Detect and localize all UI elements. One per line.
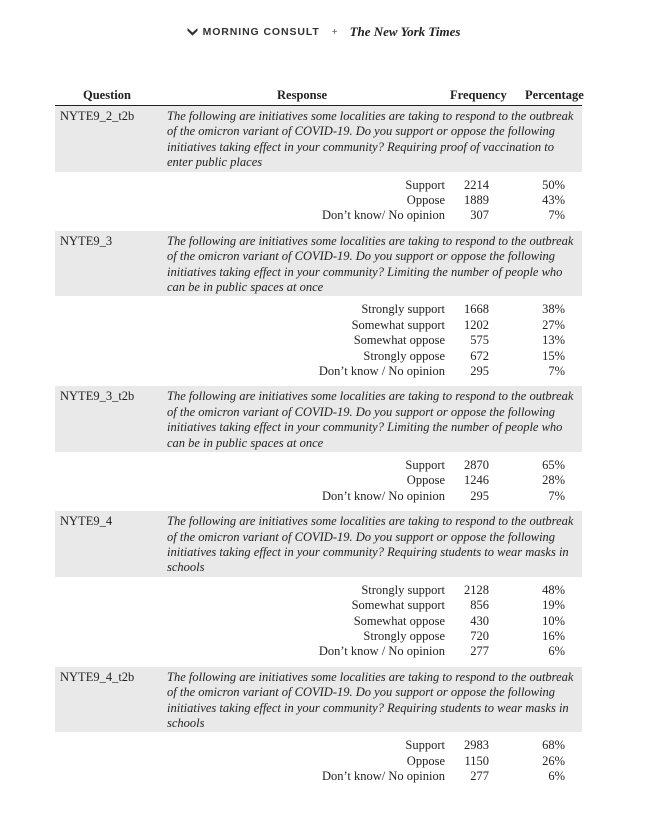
page-header xyxy=(0,24,647,42)
percentage-value: 38% xyxy=(542,302,565,317)
percentage-value: 48% xyxy=(542,582,565,597)
response-label: Strongly oppose xyxy=(363,348,445,363)
table-header xyxy=(55,88,582,105)
percentage-value: 50% xyxy=(542,177,565,192)
nyt-logo: The New York Times xyxy=(349,24,461,39)
table-row xyxy=(55,644,582,659)
percentage-value: 7% xyxy=(548,208,565,223)
question-row xyxy=(55,386,582,452)
question-id: NYTE9_3_t2b xyxy=(60,389,135,404)
question-row xyxy=(55,231,582,297)
table-row xyxy=(55,349,582,364)
frequency-value: 575 xyxy=(470,333,489,348)
percentage-value: 43% xyxy=(542,193,565,208)
frequency-value: 720 xyxy=(470,628,489,643)
percentage-value: 26% xyxy=(542,753,565,768)
response-label: Somewhat support xyxy=(351,317,445,332)
results-table xyxy=(55,88,582,792)
question-text: The following are initiatives some localities are taking to respond to the outbreak of the omicron variant of COVID-19. Do you support or oppose the following initiatives taking effect in your community? Requiring students to wear masks in schools xyxy=(167,669,574,730)
frequency-value: 2128 xyxy=(464,582,489,597)
frequency-value: 856 xyxy=(470,598,489,613)
response-rows xyxy=(55,172,582,229)
response-label: Somewhat support xyxy=(351,598,445,613)
response-label: Support xyxy=(405,177,445,192)
response-label: Support xyxy=(405,738,445,753)
frequency-value: 672 xyxy=(470,348,489,363)
question-block xyxy=(55,231,582,385)
response-label: Oppose xyxy=(406,473,445,488)
percentage-value: 13% xyxy=(542,333,565,348)
table-row xyxy=(55,302,582,317)
response-label: Oppose xyxy=(406,753,445,768)
percentage-value: 7% xyxy=(548,488,565,503)
question-block xyxy=(55,667,582,790)
response-rows xyxy=(55,296,582,384)
question-id: NYTE9_4 xyxy=(60,514,113,529)
question-text: The following are initiatives some localities are taking to respond to the outbreak of the omicron variant of COVID-19. Do you support or oppose the following initiatives taking effect in your community? Limiting the number of people who can be in public spaces at once xyxy=(167,389,574,450)
morning-consult-wordmark: MORNING CONSULT xyxy=(202,26,320,38)
percentage-value: 28% xyxy=(542,473,565,488)
question-block xyxy=(55,106,582,229)
table-row xyxy=(55,178,582,193)
frequency-value: 430 xyxy=(470,613,489,628)
table-row xyxy=(55,208,582,223)
table-row xyxy=(55,583,582,598)
response-label: Somewhat oppose xyxy=(353,613,445,628)
column-header-frequency: Frequency xyxy=(450,88,507,102)
question-text: The following are initiatives some localities are taking to respond to the outbreak of the omicron variant of COVID-19. Do you support or oppose the following initiatives taking effect in your community? Limiting the number of people who can be in public spaces at once xyxy=(167,233,574,295)
table-row xyxy=(55,738,582,753)
column-header-percentage: Percentage xyxy=(525,88,584,102)
percentage-value: 19% xyxy=(542,598,565,613)
frequency-value: 1889 xyxy=(464,193,489,208)
response-label: Don’t know / No opinion xyxy=(318,363,445,378)
frequency-value: 295 xyxy=(470,488,489,503)
table-row xyxy=(55,489,582,504)
frequency-value: 2214 xyxy=(464,177,489,192)
table-row xyxy=(55,193,582,208)
question-text: The following are initiatives some localities are taking to respond to the outbreak of the omicron variant of COVID-19. Do you support or oppose the following initiatives taking effect in your community? Requiring proof of vaccination to enter public places xyxy=(167,109,574,170)
table-row xyxy=(55,598,582,613)
table-row xyxy=(55,333,582,348)
question-text: The following are initiatives some localities are taking to respond to the outbreak of the omicron variant of COVID-19. Do you support or oppose the following initiatives taking effect in your community? Requiring students to wear masks in schools xyxy=(167,514,574,575)
response-label: Strongly oppose xyxy=(363,628,445,643)
question-row xyxy=(55,511,582,577)
table-row xyxy=(55,629,582,644)
question-block xyxy=(55,511,582,665)
table-row xyxy=(55,473,582,488)
table-row xyxy=(55,614,582,629)
table-row xyxy=(55,318,582,333)
response-label: Strongly support xyxy=(361,302,445,317)
frequency-value: 277 xyxy=(470,644,489,659)
response-label: Don’t know/ No opinion xyxy=(321,488,445,503)
percentage-value: 16% xyxy=(542,628,565,643)
percentage-value: 68% xyxy=(542,738,565,753)
table-row xyxy=(55,769,582,784)
response-label: Strongly support xyxy=(361,582,445,597)
frequency-value: 2870 xyxy=(464,458,489,472)
morning-consult-logo xyxy=(187,26,320,38)
response-label: Support xyxy=(405,458,445,472)
question-id: NYTE9_3 xyxy=(60,233,113,248)
frequency-value: 295 xyxy=(470,363,489,378)
column-header-question: Question xyxy=(83,88,131,102)
percentage-value: 6% xyxy=(548,769,565,784)
frequency-value: 1246 xyxy=(464,473,489,488)
question-row xyxy=(55,667,582,733)
table-row xyxy=(55,754,582,769)
table-row xyxy=(55,364,582,379)
logo-separator: + xyxy=(331,26,338,38)
response-label: Don’t know / No opinion xyxy=(318,644,445,659)
response-label: Somewhat oppose xyxy=(353,333,445,348)
frequency-value: 2983 xyxy=(464,738,489,753)
frequency-value: 307 xyxy=(470,208,489,223)
percentage-value: 65% xyxy=(542,458,565,472)
question-row xyxy=(55,106,582,172)
percentage-value: 27% xyxy=(542,317,565,332)
frequency-value: 1150 xyxy=(464,753,489,768)
percentage-value: 7% xyxy=(548,363,565,378)
question-block xyxy=(55,386,582,509)
question-blocks xyxy=(55,106,582,790)
percentage-value: 10% xyxy=(542,613,565,628)
question-id: NYTE9_4_t2b xyxy=(60,669,135,684)
response-label: Oppose xyxy=(406,193,445,208)
frequency-value: 277 xyxy=(470,769,489,784)
question-id: NYTE9_2_t2b xyxy=(60,109,135,123)
percentage-value: 15% xyxy=(542,348,565,363)
frequency-value: 1668 xyxy=(464,302,489,317)
table-row xyxy=(55,458,582,473)
response-label: Don’t know/ No opinion xyxy=(321,208,445,223)
response-rows xyxy=(55,452,582,509)
response-label: Don’t know/ No opinion xyxy=(321,769,445,784)
percentage-value: 6% xyxy=(548,644,565,659)
response-rows xyxy=(55,577,582,665)
response-rows xyxy=(55,732,582,789)
morning-consult-mark-icon xyxy=(187,27,198,37)
frequency-value: 1202 xyxy=(464,317,489,332)
column-header-response: Response xyxy=(277,88,328,102)
